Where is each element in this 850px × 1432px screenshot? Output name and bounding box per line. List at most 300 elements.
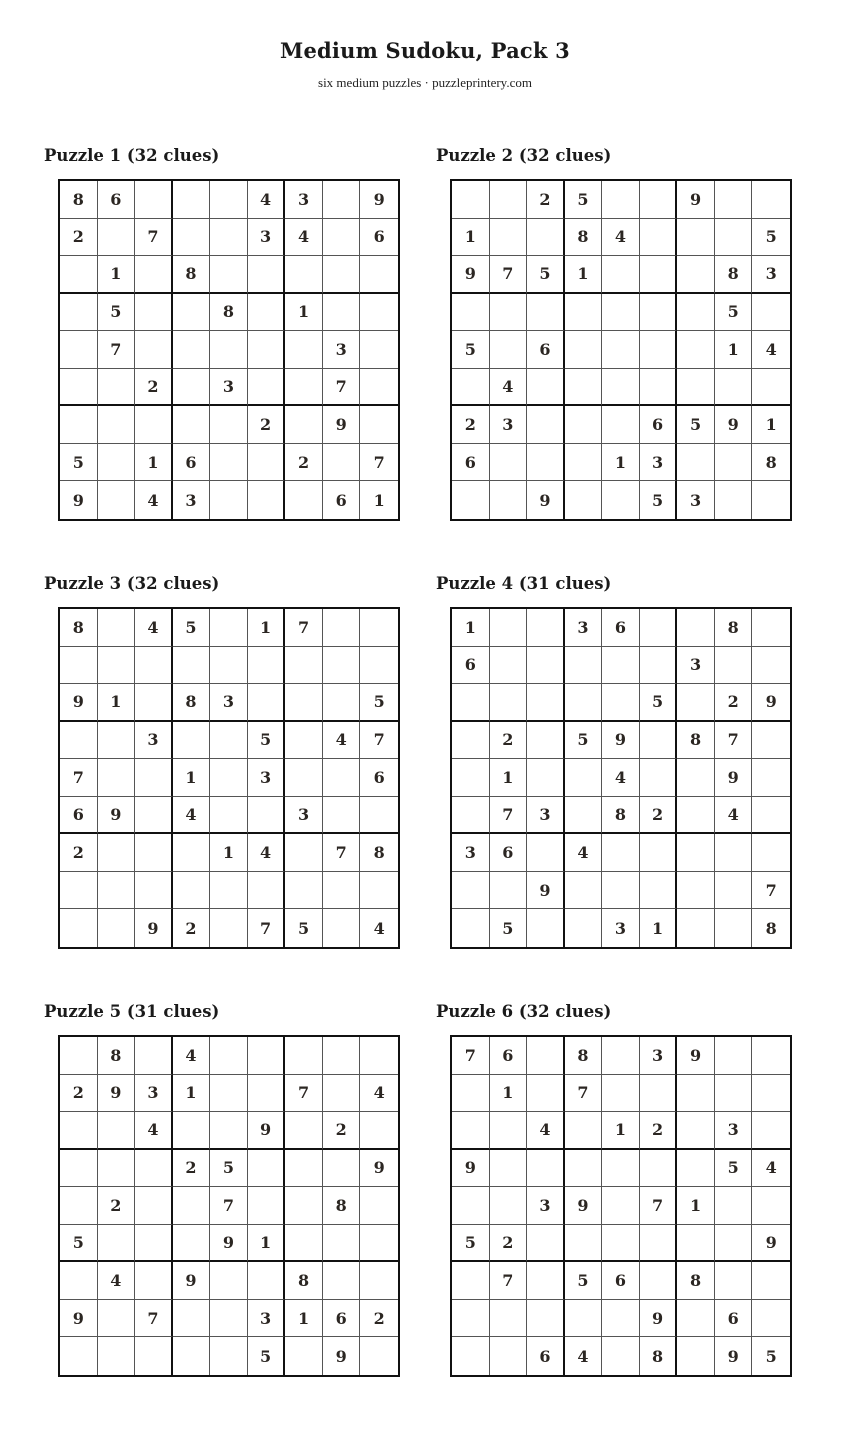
- sudoku-cell: [715, 1075, 753, 1113]
- sudoku-cell: [285, 647, 323, 685]
- sudoku-cell: [210, 872, 248, 910]
- sudoku-cell: 2: [173, 1150, 211, 1188]
- sudoku-cell: 9: [323, 406, 361, 444]
- sudoku-cell: 9: [602, 722, 640, 760]
- sudoku-cell: 3: [285, 797, 323, 835]
- sudoku-cell: [565, 406, 603, 444]
- sudoku-cell: [640, 834, 678, 872]
- sudoku-cell: [360, 1037, 398, 1075]
- sudoku-cell: [98, 444, 136, 482]
- sudoku-cell: [360, 294, 398, 332]
- sudoku-cell: [360, 797, 398, 835]
- sudoku-cell: 6: [490, 834, 528, 872]
- sudoku-grid: [58, 179, 400, 521]
- sudoku-cell: 9: [565, 1187, 603, 1225]
- sudoku-cell: [285, 684, 323, 722]
- sudoku-cell: [248, 647, 286, 685]
- sudoku-cell: [60, 1112, 98, 1150]
- sudoku-cell: 7: [210, 1187, 248, 1225]
- sudoku-cell: [565, 797, 603, 835]
- sudoku-cell: [527, 1075, 565, 1113]
- sudoku-cell: [173, 872, 211, 910]
- sudoku-cell: [677, 1225, 715, 1263]
- sudoku-cell: [248, 256, 286, 294]
- sudoku-grid: [58, 1035, 400, 1377]
- sudoku-cell: [527, 609, 565, 647]
- sudoku-cell: 3: [323, 331, 361, 369]
- sudoku-cell: [60, 909, 98, 947]
- sudoku-cell: [285, 872, 323, 910]
- sudoku-cell: [210, 759, 248, 797]
- sudoku-cell: [490, 444, 528, 482]
- sudoku-cell: 1: [210, 834, 248, 872]
- puzzle-title: Puzzle 3 (32 clues): [44, 574, 220, 593]
- sudoku-cell: 7: [752, 872, 790, 910]
- sudoku-cell: [60, 1262, 98, 1300]
- sudoku-cell: [640, 647, 678, 685]
- sudoku-cell: [565, 647, 603, 685]
- sudoku-cell: 9: [527, 481, 565, 519]
- sudoku-cell: [640, 1262, 678, 1300]
- sudoku-cell: [60, 647, 98, 685]
- sudoku-cell: 8: [210, 294, 248, 332]
- sudoku-cell: 7: [490, 1262, 528, 1300]
- sudoku-cell: [602, 1187, 640, 1225]
- sudoku-cell: [360, 331, 398, 369]
- sudoku-cell: 4: [490, 369, 528, 407]
- sudoku-cell: 6: [452, 647, 490, 685]
- sudoku-cell: [210, 722, 248, 760]
- sudoku-cell: 1: [98, 256, 136, 294]
- sudoku-cell: 4: [285, 219, 323, 257]
- sudoku-cell: [602, 369, 640, 407]
- sudoku-cell: 8: [677, 1262, 715, 1300]
- sudoku-cell: [602, 481, 640, 519]
- sudoku-cell: 1: [373, 490, 385, 510]
- sudoku-cell: [248, 1262, 286, 1300]
- sudoku-cell: [602, 1225, 640, 1263]
- sudoku-cell: [60, 1037, 98, 1075]
- sudoku-cell: [98, 722, 136, 760]
- sudoku-cell: [98, 1337, 136, 1375]
- sudoku-cell: [98, 369, 136, 407]
- sudoku-cell: 5: [715, 1150, 753, 1188]
- sudoku-cell: [210, 797, 248, 835]
- sudoku-cell: [173, 181, 211, 219]
- sudoku-cell: [602, 1037, 640, 1075]
- sudoku-cell: 7: [248, 909, 286, 947]
- sudoku-cell: [565, 684, 603, 722]
- sudoku-cell: [527, 1150, 565, 1188]
- sudoku-cell: 2: [135, 369, 173, 407]
- sudoku-cell: [677, 609, 715, 647]
- sudoku-cell: [135, 331, 173, 369]
- sudoku-cell: [715, 1037, 753, 1075]
- sudoku-cell: [248, 444, 286, 482]
- sudoku-cell: [677, 1337, 715, 1375]
- sudoku-cell: 5: [640, 481, 678, 519]
- sudoku-cell: 9: [98, 1075, 136, 1113]
- sudoku-cell: 1: [715, 331, 753, 369]
- sudoku-cell: 4: [527, 1112, 565, 1150]
- sudoku-cell: 1: [452, 219, 490, 257]
- sudoku-cell: [210, 181, 248, 219]
- puzzle-title: Puzzle 4 (31 clues): [436, 574, 612, 593]
- sudoku-cell: [173, 219, 211, 257]
- sudoku-cell: [323, 181, 361, 219]
- sudoku-cell: [677, 797, 715, 835]
- sudoku-cell: 1: [640, 909, 678, 947]
- sudoku-cell: [323, 872, 361, 910]
- sudoku-cell: [677, 444, 715, 482]
- sudoku-cell: [490, 647, 528, 685]
- sudoku-cell: [715, 872, 753, 910]
- sudoku-cell: [715, 909, 753, 947]
- sudoku-cell: 2: [640, 797, 678, 835]
- puzzle-6: [436, 1001, 796, 1366]
- sudoku-cell: 2: [60, 219, 98, 257]
- sudoku-cell: [490, 294, 528, 332]
- sudoku-cell: [98, 759, 136, 797]
- sudoku-cell: [173, 331, 211, 369]
- sudoku-cell: 2: [60, 1075, 98, 1113]
- sudoku-cell: [285, 369, 323, 407]
- sudoku-cell: [677, 1150, 715, 1188]
- sudoku-cell: 3: [640, 1037, 678, 1075]
- sudoku-cell: [210, 1337, 248, 1375]
- sudoku-cell: [715, 181, 753, 219]
- sudoku-cell: [323, 1262, 361, 1300]
- sudoku-cell: [135, 256, 173, 294]
- sudoku-cell: 6: [323, 481, 361, 519]
- sudoku-cell: 4: [715, 797, 753, 835]
- sudoku-cell: [677, 759, 715, 797]
- sudoku-cell: 8: [98, 1037, 136, 1075]
- sudoku-cell: [452, 1075, 490, 1113]
- sudoku-cell: 9: [677, 181, 715, 219]
- sudoku-cell: [323, 294, 361, 332]
- sudoku-cell: [323, 1075, 361, 1113]
- sudoku-cell: 8: [715, 609, 753, 647]
- sudoku-cell: 5: [565, 1262, 603, 1300]
- sudoku-cell: [715, 444, 753, 482]
- sudoku-cell: [210, 406, 248, 444]
- sudoku-cell: [323, 256, 361, 294]
- sudoku-cell: [60, 1337, 98, 1375]
- sudoku-cell: 9: [248, 1112, 286, 1150]
- sudoku-cell: [677, 1112, 715, 1150]
- sudoku-cell: [677, 331, 715, 369]
- sudoku-cell: [527, 684, 565, 722]
- sudoku-cell: 9: [60, 684, 98, 722]
- sudoku-cell: 5: [490, 909, 528, 947]
- sudoku-cell: [173, 1337, 211, 1375]
- sudoku-cell: 9: [98, 797, 136, 835]
- sudoku-cell: 7: [285, 609, 323, 647]
- sudoku-cell: [490, 181, 528, 219]
- sudoku-cell: 6: [60, 797, 98, 835]
- sudoku-cell: [210, 609, 248, 647]
- sudoku-cell: [135, 181, 173, 219]
- sudoku-cell: [602, 872, 640, 910]
- sudoku-cell: 7: [135, 1300, 173, 1338]
- sudoku-grid: [450, 607, 792, 949]
- sudoku-cell: 1: [602, 1112, 640, 1150]
- sudoku-cell: 8: [60, 181, 98, 219]
- sudoku-cell: [677, 1300, 715, 1338]
- sudoku-cell: 6: [360, 759, 398, 797]
- sudoku-cell: [452, 797, 490, 835]
- sudoku-cell: 4: [565, 834, 603, 872]
- sudoku-cell: [98, 909, 136, 947]
- sudoku-cell: 4: [323, 722, 361, 760]
- sudoku-cell: [752, 1075, 790, 1113]
- sudoku-cell: 2: [248, 406, 286, 444]
- sudoku-cell: [248, 797, 286, 835]
- sudoku-cell: 1: [565, 256, 603, 294]
- sudoku-cell: 5: [640, 684, 678, 722]
- sudoku-cell: [490, 331, 528, 369]
- sudoku-cell: 4: [752, 331, 790, 369]
- sudoku-cell: 6: [360, 219, 398, 257]
- sudoku-cell: [285, 1037, 323, 1075]
- sudoku-cell: [248, 1037, 286, 1075]
- sudoku-cell: [490, 481, 528, 519]
- sudoku-cell: [452, 1112, 490, 1150]
- sudoku-cell: [527, 1262, 565, 1300]
- sudoku-cell: [452, 294, 490, 332]
- sudoku-cell: [98, 406, 136, 444]
- sudoku-cell: 1: [602, 444, 640, 482]
- sudoku-cell: 2: [490, 1225, 528, 1263]
- sudoku-cell: [640, 369, 678, 407]
- sudoku-cell: [565, 1112, 603, 1150]
- sudoku-cell: 9: [323, 1337, 361, 1375]
- sudoku-cell: [323, 444, 361, 482]
- sudoku-cell: [490, 1337, 528, 1375]
- sudoku-cell: [452, 722, 490, 760]
- sudoku-cell: 3: [210, 369, 248, 407]
- sudoku-cell: [248, 369, 286, 407]
- sudoku-cell: 5: [285, 909, 323, 947]
- sudoku-cell: 5: [98, 294, 136, 332]
- sudoku-cell: [752, 1037, 790, 1075]
- sudoku-cell: [173, 1225, 211, 1263]
- sudoku-cell: [360, 1187, 398, 1225]
- sudoku-cell: 6: [452, 444, 490, 482]
- sudoku-grid: [450, 1035, 792, 1377]
- sudoku-cell: [210, 1112, 248, 1150]
- sudoku-cell: [602, 1075, 640, 1113]
- sudoku-cell: 4: [173, 1037, 211, 1075]
- sudoku-cell: [135, 797, 173, 835]
- sudoku-cell: 1: [173, 1075, 211, 1113]
- sudoku-cell: [565, 1150, 603, 1188]
- sudoku-cell: 7: [640, 1187, 678, 1225]
- sudoku-cell: [360, 256, 398, 294]
- sudoku-cell: [248, 1150, 286, 1188]
- sudoku-cell: 1: [285, 294, 323, 332]
- sudoku-cell: 3: [135, 722, 173, 760]
- sudoku-cell: [285, 256, 323, 294]
- sudoku-cell: 6: [715, 1300, 753, 1338]
- sudoku-cell: [173, 722, 211, 760]
- sudoku-cell: 4: [248, 834, 286, 872]
- sudoku-cell: [602, 834, 640, 872]
- sudoku-cell: [248, 481, 286, 519]
- sudoku-cell: [715, 1262, 753, 1300]
- sudoku-cell: [677, 834, 715, 872]
- sudoku-cell: [135, 1337, 173, 1375]
- sudoku-cell: 5: [565, 181, 603, 219]
- sudoku-cell: [527, 444, 565, 482]
- sudoku-cell: [98, 647, 136, 685]
- sudoku-cell: [452, 181, 490, 219]
- sudoku-cell: 5: [677, 406, 715, 444]
- sudoku-cell: 4: [360, 1075, 398, 1113]
- sudoku-cell: 9: [452, 1150, 490, 1188]
- sudoku-cell: [565, 872, 603, 910]
- sudoku-cell: 2: [360, 1300, 398, 1338]
- sudoku-cell: [323, 1037, 361, 1075]
- sudoku-cell: 9: [135, 909, 173, 947]
- sudoku-cell: [527, 406, 565, 444]
- sudoku-cell: [248, 294, 286, 332]
- sudoku-cell: [323, 909, 361, 947]
- puzzle-4: [436, 573, 796, 938]
- sudoku-cell: [135, 1150, 173, 1188]
- sudoku-cell: 8: [602, 797, 640, 835]
- sudoku-cell: [135, 834, 173, 872]
- sudoku-cell: [527, 369, 565, 407]
- sudoku-cell: 1: [752, 406, 790, 444]
- sudoku-cell: [715, 369, 753, 407]
- sudoku-cell: 8: [752, 444, 790, 482]
- sudoku-cell: 8: [565, 1037, 603, 1075]
- sudoku-cell: 2: [60, 834, 98, 872]
- sudoku-cell: 3: [248, 1300, 286, 1338]
- sudoku-cell: 4: [752, 1150, 790, 1188]
- sudoku-cell: [173, 369, 211, 407]
- sudoku-cell: [452, 369, 490, 407]
- sudoku-cell: [602, 1150, 640, 1188]
- sudoku-cell: 5: [452, 331, 490, 369]
- sudoku-cell: 5: [60, 1225, 98, 1263]
- sudoku-cell: [752, 834, 790, 872]
- sudoku-cell: [565, 481, 603, 519]
- sudoku-cell: [173, 1112, 211, 1150]
- sudoku-cell: [715, 481, 753, 519]
- sudoku-cell: 5: [565, 722, 603, 760]
- sudoku-cell: 2: [98, 1187, 136, 1225]
- sudoku-cell: [452, 481, 490, 519]
- sudoku-cell: [60, 406, 98, 444]
- sudoku-cell: [602, 684, 640, 722]
- sudoku-cell: 9: [210, 1225, 248, 1263]
- sudoku-cell: [602, 256, 640, 294]
- sudoku-cell: [752, 1262, 790, 1300]
- sudoku-cell: 1: [285, 1300, 323, 1338]
- sudoku-cell: [602, 1337, 640, 1375]
- sudoku-cell: [285, 722, 323, 760]
- sudoku-cell: [248, 684, 286, 722]
- sudoku-cell: [60, 1187, 98, 1225]
- sudoku-cell: [323, 647, 361, 685]
- sudoku-cell: [360, 609, 398, 647]
- sudoku-cell: 2: [490, 722, 528, 760]
- sudoku-cell: 7: [135, 219, 173, 257]
- sudoku-cell: [452, 759, 490, 797]
- sudoku-cell: [752, 481, 790, 519]
- sudoku-cell: [173, 1187, 211, 1225]
- sudoku-cell: [98, 481, 136, 519]
- sudoku-cell: [452, 1187, 490, 1225]
- sudoku-cell: 3: [640, 444, 678, 482]
- sudoku-cell: 4: [98, 1262, 136, 1300]
- sudoku-cell: [210, 219, 248, 257]
- sudoku-grid: [450, 179, 792, 521]
- sudoku-cell: 7: [452, 1037, 490, 1075]
- sudoku-cell: [640, 181, 678, 219]
- sudoku-cell: [60, 331, 98, 369]
- sudoku-cell: [210, 647, 248, 685]
- sudoku-cell: [135, 1187, 173, 1225]
- sudoku-cell: [452, 1300, 490, 1338]
- sudoku-cell: [527, 1037, 565, 1075]
- sudoku-cell: [60, 256, 98, 294]
- sudoku-cell: [452, 1337, 490, 1375]
- sudoku-cell: 5: [248, 1337, 286, 1375]
- sudoku-cell: 8: [323, 1187, 361, 1225]
- sudoku-cell: [60, 872, 98, 910]
- sudoku-cell: [715, 1187, 753, 1225]
- sudoku-cell: 4: [565, 1337, 603, 1375]
- sudoku-cell: [565, 1225, 603, 1263]
- puzzle-title: Puzzle 2 (32 clues): [436, 146, 612, 165]
- sudoku-cell: 7: [490, 256, 528, 294]
- page-header: [0, 38, 850, 91]
- sudoku-cell: [565, 444, 603, 482]
- sudoku-cell: [677, 369, 715, 407]
- sudoku-cell: [752, 1300, 790, 1338]
- sudoku-cell: 7: [490, 797, 528, 835]
- sudoku-cell: [452, 1262, 490, 1300]
- sudoku-cell: 4: [602, 759, 640, 797]
- sudoku-cell: [285, 1225, 323, 1263]
- sudoku-cell: [173, 834, 211, 872]
- sudoku-cell: 9: [677, 1037, 715, 1075]
- sudoku-cell: [210, 1300, 248, 1338]
- sudoku-cell: [285, 834, 323, 872]
- sudoku-cell: [677, 1075, 715, 1113]
- sudoku-cell: 2: [452, 406, 490, 444]
- sudoku-cell: 7: [360, 444, 398, 482]
- sudoku-cell: [98, 1150, 136, 1188]
- sudoku-cell: [565, 331, 603, 369]
- sudoku-cell: [173, 294, 211, 332]
- sudoku-cell: [602, 406, 640, 444]
- sudoku-cell: [752, 797, 790, 835]
- sudoku-cell: [640, 722, 678, 760]
- sudoku-cell: 7: [98, 331, 136, 369]
- sudoku-cell: 5: [248, 722, 286, 760]
- sudoku-cell: 7: [715, 722, 753, 760]
- sudoku-cell: [490, 609, 528, 647]
- sudoku-cell: [210, 331, 248, 369]
- page-subtitle: six medium puzzles · puzzleprintery.com: [318, 75, 532, 90]
- sudoku-cell: [323, 219, 361, 257]
- sudoku-cell: 3: [173, 481, 211, 519]
